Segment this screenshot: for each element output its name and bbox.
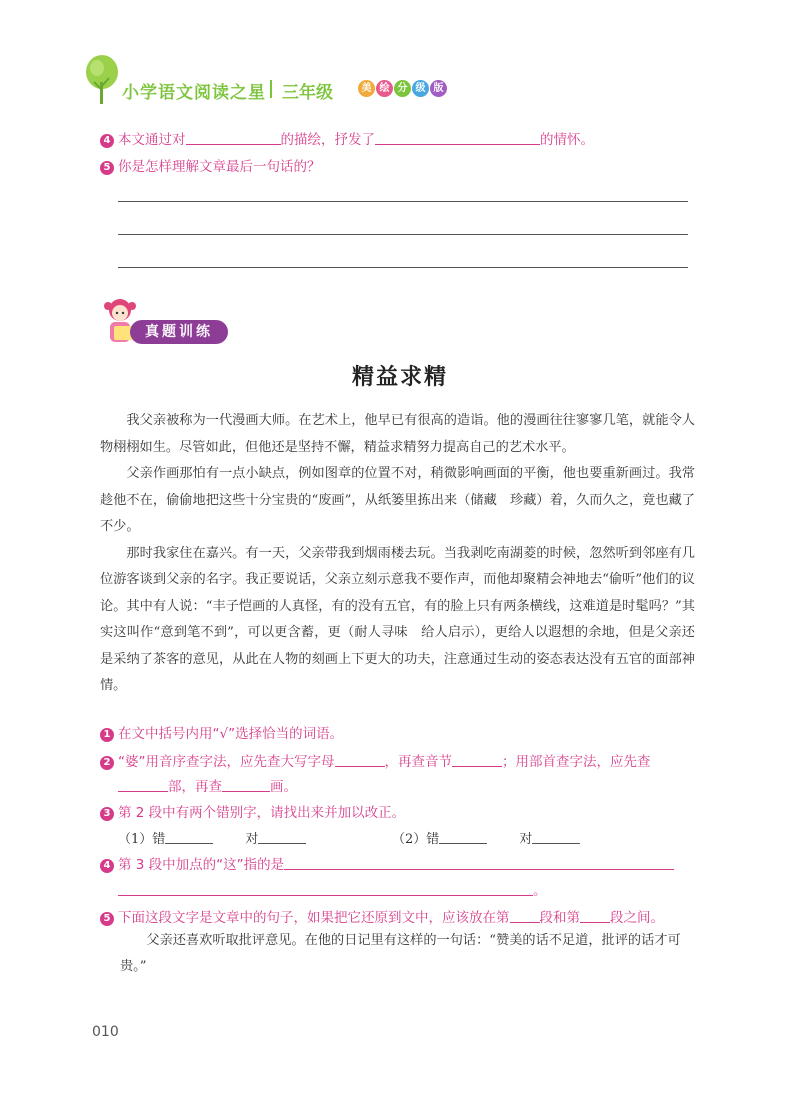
answer-blank[interactable] [510,911,540,923]
top-question-5: 5 你是怎样理解文章最后一句话的？ [100,155,321,175]
exercise-3-item-2: （2）错 对 [392,828,580,847]
question-number: 4 [100,134,114,148]
exercise-3-item-1: （1）错 对 [118,828,306,847]
answer-blank[interactable] [452,755,502,767]
grade-label: 三年级 [282,83,333,103]
edition-badge: 版 [430,80,447,97]
tree-icon [82,54,122,106]
answer-blank[interactable] [580,911,610,923]
question-number: 3 [100,807,114,821]
section-label: 真题训练 [130,320,228,344]
edition-badges [358,80,447,97]
exercise-1: 1 在文中括号内用“√”选择恰当的词语。 [100,722,343,742]
top-question-4: 4 本文通过对 的描绘，抒发了 的情怀。 [100,128,594,148]
answer-blank[interactable] [258,832,306,844]
section-badge [100,296,235,356]
question-number: 2 [100,756,114,770]
answer-blank[interactable] [222,780,270,792]
question-number: 5 [100,161,114,175]
question-number: 5 [100,912,114,926]
edition-badge: 美 [358,80,375,97]
exercise-5-quote: 父亲还喜欢听取批评意见。在他的日记里有这样的一句话：“赞美的话不足道，批评的话才可贵。” [120,933,681,974]
edition-badge: 分 [394,80,411,97]
article-paragraph: 那时我家住在嘉兴。有一天，父亲带我到烟雨楼去玩。当我剥吃南湖菱的时候，忽然听到邻座有几位游客谈到父亲的名字。我正要说话，父亲立刻示意我不要作声，而他却聚精会神地去“偷听”他们的议论。其中有人说：“丰子恺画的人真怪，有的没有五官，有的脸上只有两条横线，这难道是时髦吗？”其实这叫作“意到笔不到”，可以更含蓄，更（耐人寻味 给人启示），更给人以遐想的余地，但是父亲还是采纳了茶客的意见，从此在人物的刻画上下更大的功夫，注意通过生动的姿态表达没有五官的面部神情。 [100,545,695,693]
page-header [82,54,482,110]
exercise-4: 4 第 3 段中加点的“这”指的是 [100,853,674,873]
page-number: 010 [92,1024,119,1040]
article-paragraph: 父亲作画那怕有一点小缺点，例如图章的位置不对，稍微影响画面的平衡，他也要重新画过。我常趁他不在，偷偷地把这些十分宝贵的“废画”，从纸篓里拣出来（储藏 珍藏）着，久而久之，竟也藏了不少。 [100,466,695,534]
edition-badge: 级 [412,80,429,97]
answer-line[interactable] [118,234,688,235]
article-paragraph: 我父亲被称为一代漫画大师。在艺术上，他早已有很高的造诣。他的漫画往往寥寥几笔，就能令人物栩栩如生。尽管如此，但他还是坚持不懈，精益求精努力提高自己的艺术水平。 [100,413,695,455]
answer-blank[interactable] [335,755,385,767]
answer-blank[interactable] [439,832,487,844]
answer-blank[interactable] [186,133,281,145]
answer-blank[interactable] [118,884,533,896]
exercise-3: 3 第 2 段中有两个错别字，请找出来并加以改正。 [100,801,405,821]
exercise-2-cont: 部，再查 画。 [118,775,297,795]
series-title: 小学语文阅读之星 [122,83,266,103]
answer-line[interactable] [118,201,688,202]
exercise-2: 2 “婆”用音序查字法，应先查大写字母 ，再查音节 ；用部首查字法，应先查 [100,750,651,770]
question-number: 4 [100,859,114,873]
exercise-4-cont: 。 [118,879,547,899]
answer-blank[interactable] [284,858,674,870]
answer-blank[interactable] [375,133,540,145]
answer-line[interactable] [118,267,688,268]
question-number: 1 [100,728,114,742]
answer-blank[interactable] [532,832,580,844]
article-title: 精益求精 [351,364,448,390]
answer-blank[interactable] [118,780,168,792]
answer-blank[interactable] [165,832,213,844]
exercise-5: 5 下面这段文字是文章中的句子，如果把它还原到文中，应该放在第 段和第 段之间。 [100,906,664,926]
article-body [100,408,695,700]
header-divider [270,80,272,98]
edition-badge: 绘 [376,80,393,97]
